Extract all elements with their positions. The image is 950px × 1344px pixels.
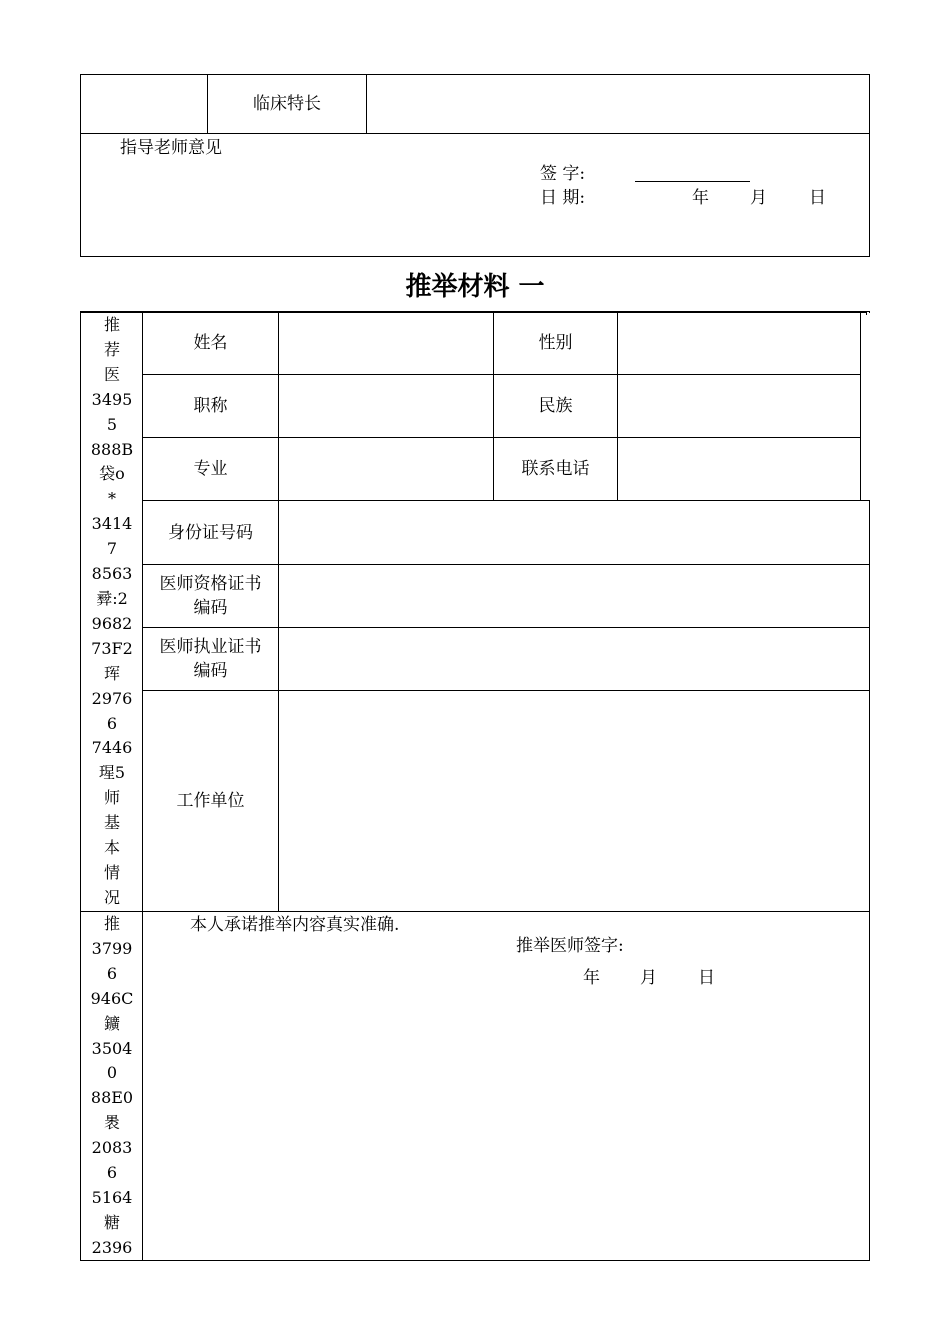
advisor-opinion-label: 指导老师意见 (120, 138, 222, 158)
commitment-month: 月 (640, 968, 657, 988)
top-form-col-divider-2 (366, 74, 367, 133)
date-label: 日 期: (540, 188, 586, 208)
practice-cert-field[interactable] (280, 629, 868, 689)
clinical-specialty-field[interactable] (368, 76, 868, 132)
recommender-signature-label: 推举医师签字: (516, 936, 624, 956)
major-label: 专业 (193, 459, 228, 479)
advisor-opinion-field[interactable] (82, 160, 522, 255)
date-day: 日 (809, 188, 826, 208)
id-number-label: 身份证号码 (168, 522, 253, 543)
top-form-row-divider (80, 133, 870, 134)
id-number-field[interactable] (280, 502, 868, 563)
date-year: 年 (692, 188, 709, 208)
name-field[interactable] (280, 313, 492, 373)
qualification-cert-label: 医师资格证书 编码 (159, 574, 262, 618)
work-unit-field[interactable] (280, 692, 868, 910)
right-label-divider (617, 311, 618, 501)
qualification-cert-field[interactable] (280, 566, 868, 626)
recommender-side-label: 推 荐 医 3495 5 888B 袋o * 3414 7 8563 彛:2 9682 73F2 珲 2976 6 7446 瑆5 师 基 本 情 况 (90, 315, 134, 907)
ethnicity-field[interactable] (619, 376, 859, 436)
gender-label: 性别 (538, 333, 573, 353)
title-field[interactable] (280, 376, 492, 436)
clinical-specialty-label: 临床特长 (253, 94, 321, 114)
practice-cert-label: 医师执业证书 编码 (159, 637, 262, 681)
commitment-statement: 本人承诺推举内容真实准确. (190, 915, 400, 935)
title-label: 职称 (193, 396, 228, 416)
phone-field[interactable] (619, 439, 859, 499)
name-label: 姓名 (193, 333, 228, 353)
sign-line[interactable] (635, 181, 750, 182)
phone-label: 联系电话 (521, 459, 590, 479)
right-gap-mask (862, 313, 872, 500)
section-divider (80, 911, 870, 912)
section-title: 推举材料 一 (405, 272, 545, 302)
date-month: 月 (750, 188, 767, 208)
gender-field[interactable] (619, 313, 859, 373)
commitment-year: 年 (583, 968, 600, 988)
commitment-side-label: 推 3799 6 946C 鑛 3504 0 88E0 褁 2083 6 5164 糖 2396 (90, 914, 134, 1257)
major-field[interactable] (280, 439, 492, 499)
ethnicity-label: 民族 (538, 396, 573, 416)
right-inner-edge (860, 311, 861, 501)
commitment-day: 日 (698, 968, 715, 988)
top-right-stub (866, 311, 867, 315)
sign-label: 签 字: (540, 164, 586, 184)
commitment-signature-field[interactable] (640, 936, 840, 958)
field-label-divider (278, 311, 279, 911)
work-unit-label: 工作单位 (176, 791, 245, 811)
